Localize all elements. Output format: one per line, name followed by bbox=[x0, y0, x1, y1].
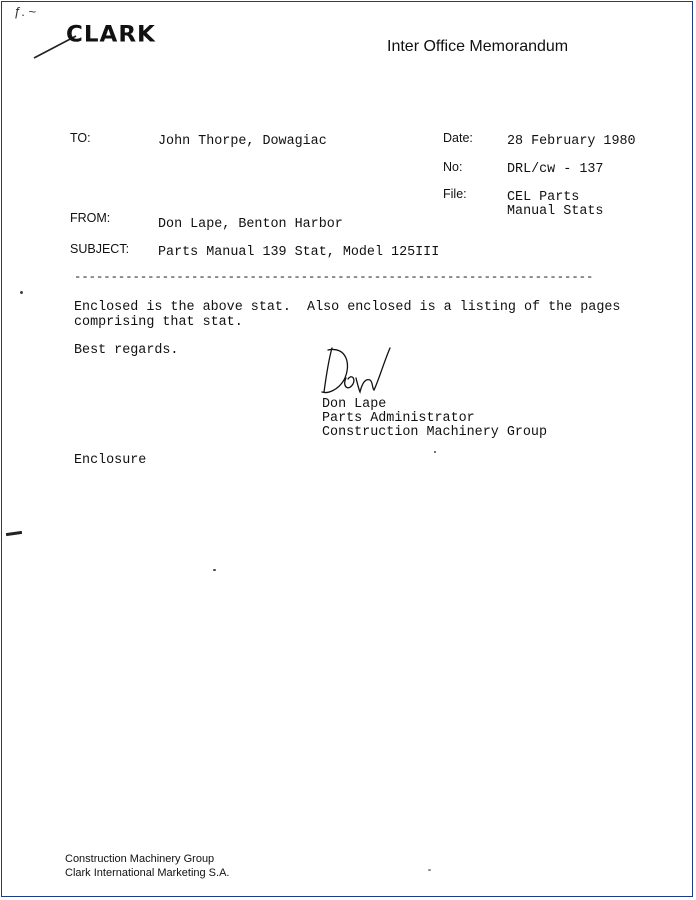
no-label: No: bbox=[443, 160, 463, 174]
closing-line: Best regards. bbox=[74, 343, 179, 358]
subject-label: SUBJECT: bbox=[70, 242, 130, 256]
footer-line-2: Clark International Marketing S.A. bbox=[65, 867, 230, 879]
clark-logo: CLARK bbox=[66, 22, 156, 48]
from-label: FROM: bbox=[70, 211, 111, 225]
signature-title: Parts Administrator bbox=[322, 411, 475, 426]
speck bbox=[20, 291, 23, 294]
to-value: John Thorpe, Dowagiac bbox=[158, 134, 327, 149]
corner-marks: ƒ. ~ bbox=[14, 4, 37, 19]
margin-mark bbox=[6, 531, 22, 536]
date-label: Date: bbox=[443, 131, 473, 145]
from-value: Don Lape, Benton Harbor bbox=[158, 217, 343, 232]
speck bbox=[428, 869, 431, 871]
body-line-1: Enclosed is the above stat. Also enclosed is a listing of the pages bbox=[74, 300, 621, 315]
speck bbox=[434, 451, 436, 453]
separator-line: ----------------------------------------------------------------------- bbox=[74, 270, 594, 284]
body-line-2: comprising that stat. bbox=[74, 315, 243, 330]
subject-value: Parts Manual 139 Stat, Model 125III bbox=[158, 245, 440, 260]
file-value-line2: Manual Stats bbox=[507, 204, 604, 219]
signature-name: Don Lape bbox=[322, 397, 387, 412]
to-label: TO: bbox=[70, 131, 91, 145]
date-value: 28 February 1980 bbox=[507, 134, 636, 149]
file-label: File: bbox=[443, 187, 467, 201]
signature-group: Construction Machinery Group bbox=[322, 425, 547, 440]
memo-title: Inter Office Memorandum bbox=[387, 38, 569, 55]
handwritten-signature bbox=[318, 342, 398, 398]
speck bbox=[213, 569, 216, 571]
footer-line-1: Construction Machinery Group bbox=[65, 853, 215, 865]
file-value-line1: CEL Parts bbox=[507, 190, 580, 205]
no-value: DRL/cw - 137 bbox=[507, 162, 604, 177]
enclosure-note: Enclosure bbox=[74, 453, 147, 468]
